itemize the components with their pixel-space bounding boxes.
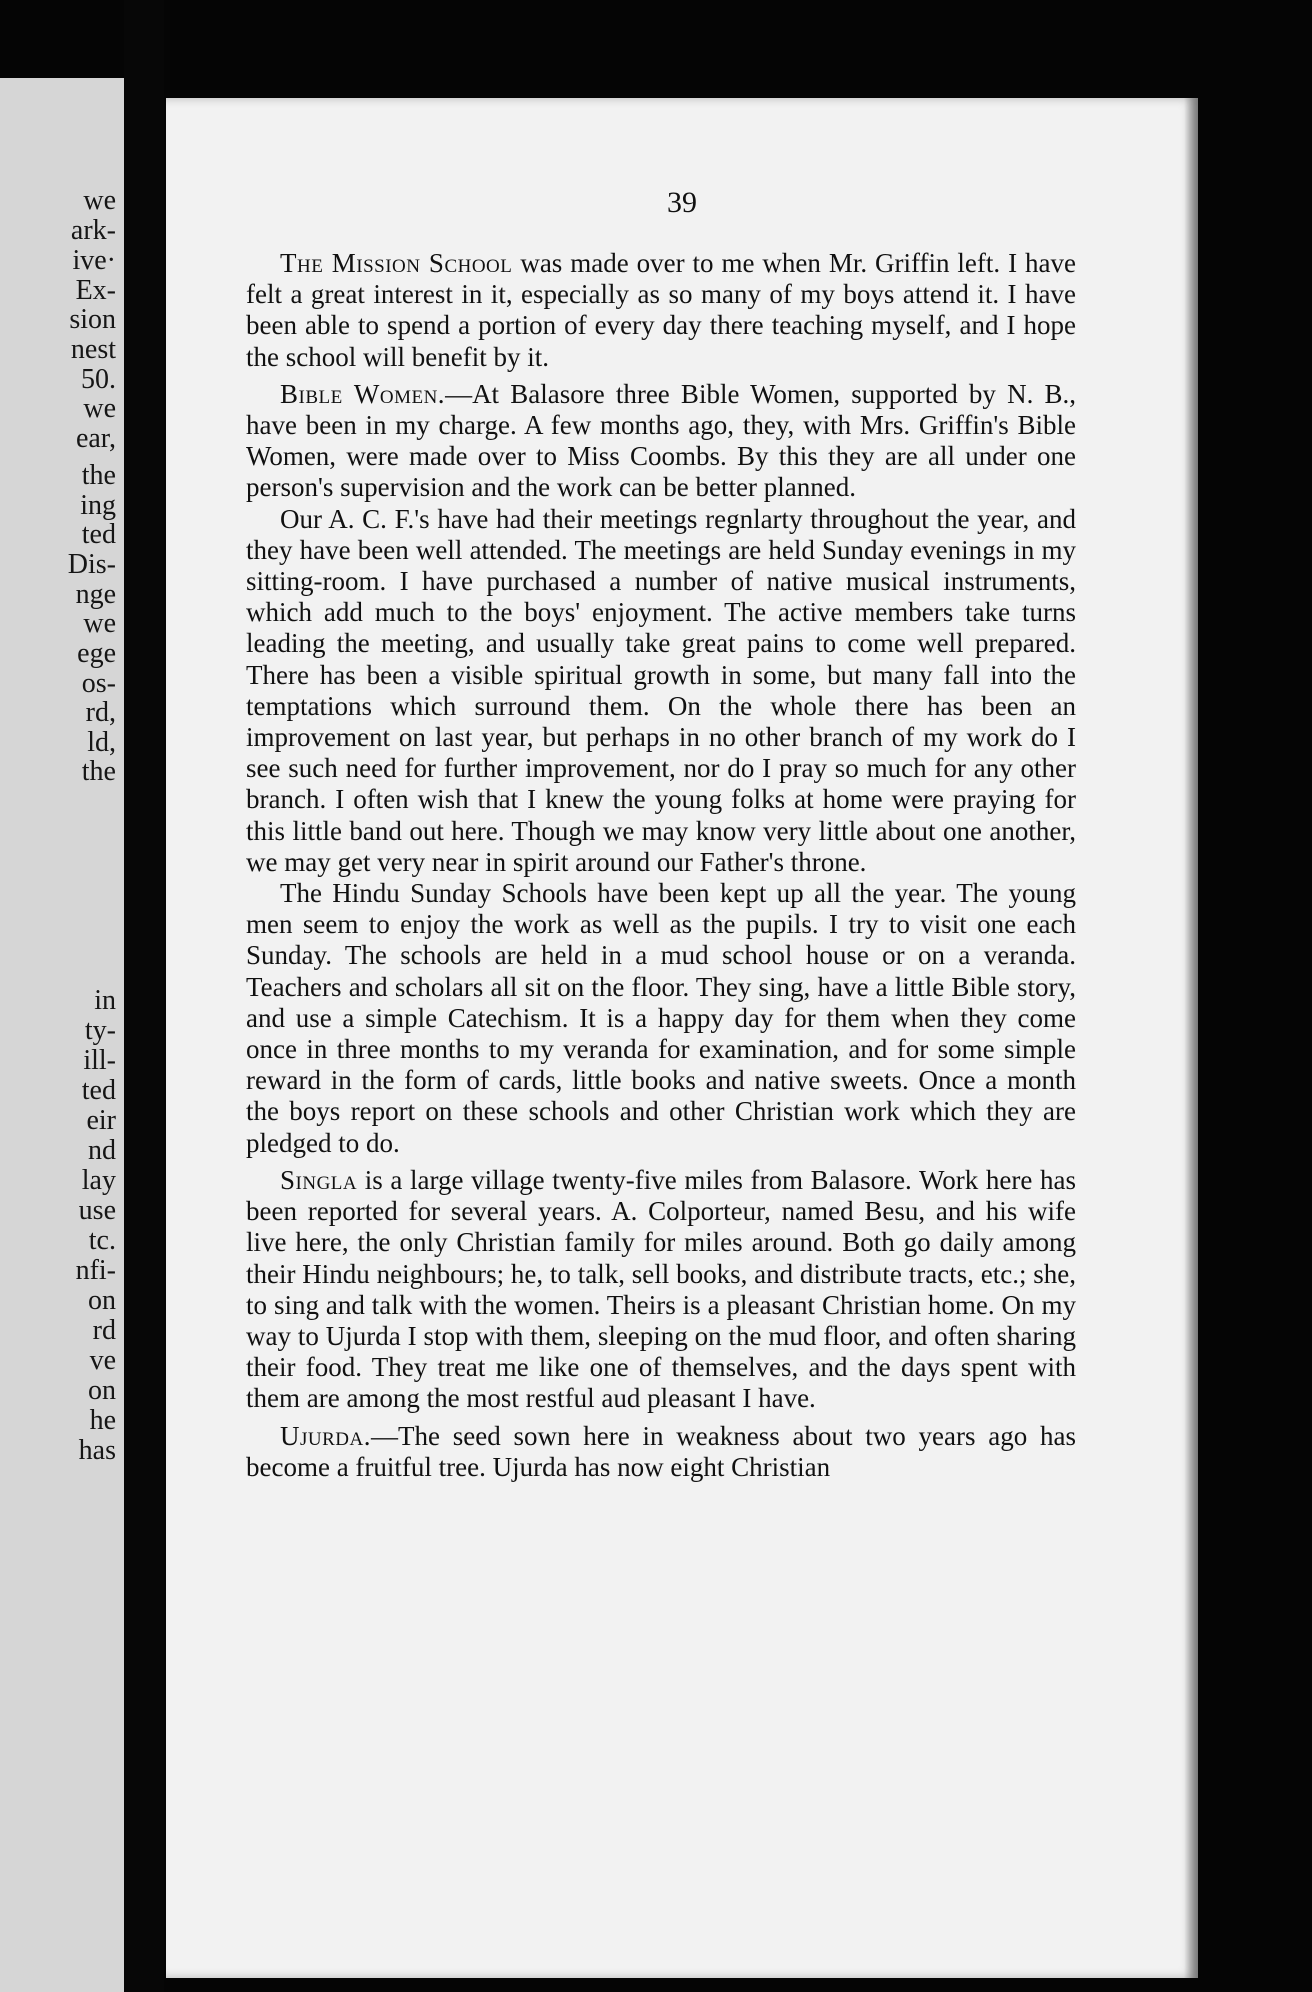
- run-in-heading: Ujurda.: [280, 1420, 371, 1451]
- facing-page-word-fragment: ive·: [72, 245, 116, 276]
- facing-page-word-fragment: ty-: [84, 1015, 116, 1046]
- book-page: [166, 98, 1198, 1978]
- facing-page-word-fragment: we: [83, 608, 116, 639]
- facing-page-word-fragment: ear,: [75, 423, 116, 454]
- page-text-column: [246, 242, 1076, 1483]
- paragraph-body: was made over to me when Mr. Griffin left. I have felt a great interest in it, especially as so many of my boys attend it. I have been able to spend a portion of every day there teaching myself, and I hope the school will benefit by it.: [246, 248, 1076, 372]
- page-number: 39: [667, 186, 697, 219]
- paragraph-body: —At Balasore three Bible Women, supported by N. B., have been in my charge. A few months ago, they, with Mrs. Griffin's Bible Women, were made over to Miss Coombs. By this they are all under one person's supervision and the work can be better planned.: [246, 378, 1076, 503]
- paragraph-body: is a large village twenty-five miles from Balasore. Work here has been reported for several years. A. Colporteur, named Besu, and his wife live here, the only Christian family for miles around. Both go daily among their Hindu neighbours; he, to talk, sell books, and distribute tracts, etc.; she, to sing and talk with the women. Theirs is a pleasant Christian home. On my way to Ujurda I stop with them, sleeping on the mud floor, and often sharing their food. They treat me like one of themselves, and the days spent with them are among the most restful aud pleasant I have.: [246, 1164, 1076, 1414]
- facing-page-word-fragment: ege: [77, 638, 116, 669]
- facing-page-word-fragment: on: [88, 1285, 116, 1316]
- paragraph-afc-meetings: [246, 504, 1076, 878]
- facing-page-word-fragment: ted: [81, 519, 116, 550]
- facing-page-word-fragment: ld,: [87, 727, 116, 758]
- facing-page-word-fragment: lay: [81, 1165, 116, 1196]
- facing-page-word-fragment: rd: [92, 1315, 116, 1346]
- facing-page-word-fragment: ted: [81, 1075, 116, 1106]
- facing-page-word-fragment: 50.: [81, 364, 116, 395]
- facing-page-word-fragment: use: [78, 1195, 116, 1226]
- paragraph-ujurda: [246, 1421, 1076, 1483]
- run-in-heading: The Mission School: [280, 248, 513, 278]
- facing-page-word-fragment: ark-: [70, 215, 116, 246]
- facing-page-word-fragment: rd,: [85, 697, 116, 728]
- facing-page-word-fragment: eir: [86, 1105, 116, 1136]
- facing-page-word-fragment: on: [88, 1375, 116, 1406]
- facing-page-word-fragment: we: [83, 393, 116, 424]
- facing-page-word-fragment: sion: [69, 304, 116, 335]
- facing-page-word-fragment: he: [89, 1405, 116, 1436]
- facing-page-word-fragment: in: [94, 985, 116, 1016]
- facing-page-word-fragment: Dis-: [67, 549, 116, 580]
- facing-page-word-fragment: has: [78, 1435, 116, 1466]
- run-in-heading: Singla: [280, 1164, 358, 1195]
- facing-page-word-fragment: nge: [75, 579, 116, 610]
- paragraph-body: —The seed sown here in weakness about two years ago has become a fruitful tree. Ujurda has now eight Christian: [246, 1420, 1076, 1482]
- paragraph-singla: [246, 1165, 1076, 1415]
- facing-page-word-fragment: os-: [81, 668, 116, 699]
- paragraph-mission-school: [246, 248, 1076, 373]
- run-in-heading: Bible Women.: [280, 378, 446, 409]
- facing-page-word-fragment: ing: [80, 490, 116, 521]
- facing-page-word-fragment: Ex-: [75, 275, 116, 306]
- paragraph-bible-women: [246, 379, 1076, 504]
- facing-page-word-fragment: nest: [70, 334, 116, 365]
- facing-page-word-fragment: nd: [88, 1135, 116, 1166]
- paragraph-body: Our A. C. F.'s have had their meetings regnlarty throughout the year, and they have been well attended. The meetings are held Sunday evenings in my sitting-room. I have purchased a number of native musical instruments, which add much to the boys' enjoyment. The active members take turns leading the meeting, and usually take great pains to come well prepared. There has been a visible spiritual growth in some, but many fall into the temptations which surround them. On the whole there has been an improvement on last year, but perhaps in no other branch of my work do I see such need for further improvement, nor do I pray so much for any other branch. I often wish that I knew the young folks at home were praying for this little band out here. Though we may know very little about one another, we may get very near in spirit around our Father's throne.: [246, 503, 1076, 877]
- book-gutter: [124, 0, 164, 1992]
- facing-page-word-fragment: tc.: [88, 1225, 116, 1256]
- paragraph-body: The Hindu Sunday Schools have been kept up all the year. The young men seem to enjoy the work as well as the pupils. I try to visit one each Sunday. The schools are held in a mud school house or on a veranda. Teachers and scholars all sit on the floor. They sing, have a little Bible story, and use a simple Catechism. It is a happy day for them when they come once in three months to my veranda for examination, and for some simple reward in the form of cards, little books and native sweets. Once a month the boys report on these schools and other Christian work which they are pledged to do.: [246, 878, 1076, 1158]
- facing-page-fragment: [0, 78, 124, 1992]
- facing-page-word-fragment: ve: [89, 1345, 116, 1376]
- facing-page-word-fragment: nfi-: [75, 1255, 116, 1286]
- facing-page-word-fragment: we: [83, 185, 116, 216]
- facing-page-word-fragment: the: [81, 460, 116, 491]
- paragraph-sunday-schools: [246, 878, 1076, 1159]
- facing-page-word-fragment: the: [81, 756, 116, 787]
- facing-page-word-fragment: ill-: [83, 1045, 116, 1076]
